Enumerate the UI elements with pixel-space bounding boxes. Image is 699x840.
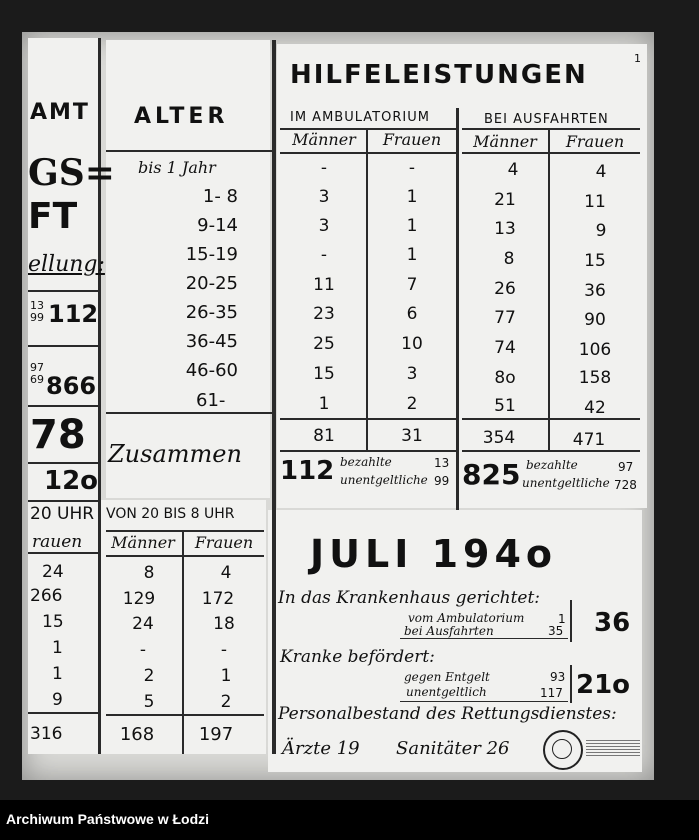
amb-f-cell: 1 [406, 187, 418, 207]
divider [98, 38, 101, 754]
col-header-frauen: Frauen [382, 130, 442, 149]
left-fragment-text: ellung: [28, 252, 105, 277]
divider [280, 418, 456, 420]
left-fragment-text: FT [28, 196, 78, 237]
left-fragment-cell: 24 [42, 562, 64, 582]
aus-m-cell: 21 [494, 190, 516, 210]
divider [28, 552, 98, 554]
aus-sum-m: 354 [482, 428, 516, 448]
personal-label: Personalbestand des Rettungsdienstes: [278, 704, 617, 724]
aus-f-cell: 36 [584, 281, 606, 301]
aus-f-cell: 11 [584, 192, 606, 212]
left-fragment-cell: 1 [52, 664, 63, 684]
night-m-cell: 8 [143, 563, 155, 583]
divider [400, 638, 568, 639]
night-m-cell: 2 [143, 666, 155, 686]
aerzte: Ärzte 19 [282, 738, 360, 759]
vom-label: vom Ambulatorium [408, 611, 525, 625]
aus-m-cell: 26 [494, 279, 516, 299]
amb-free-label: unentgeltliche [340, 473, 428, 487]
alter-row: 61- [196, 390, 226, 411]
divider [462, 152, 640, 154]
amb-m-cell: - [320, 158, 328, 178]
night-header: VON 20 BIS 8 UHR [106, 506, 235, 522]
night-col-frauen: Frauen [194, 533, 254, 552]
aus-f-cell: 4 [595, 162, 607, 182]
divider [462, 418, 640, 420]
krankenhaus-label: In das Krankenhaus gerichtet: [278, 588, 541, 608]
divider [462, 450, 640, 452]
amb-f-cell: 1 [406, 245, 418, 265]
alter-row: 36-45 [185, 331, 238, 352]
col-header-maenner: Männer [473, 132, 537, 151]
amb-f-cell: 2 [406, 394, 418, 414]
bei-label: bei Ausfahrten [404, 624, 494, 638]
aus-m-cell: 51 [494, 396, 516, 416]
hilfe-title: HILFELEISTUNGEN [290, 60, 588, 90]
divider [272, 40, 276, 754]
left-fragment-small: 97 69 [30, 361, 44, 386]
night-f-cell: 2 [220, 692, 232, 712]
left-fragment-sub: 12o [44, 466, 99, 496]
aus-m-cell: 8o [494, 368, 516, 388]
aus-sum-f: 471 [572, 430, 606, 450]
night-m-cell: 24 [132, 614, 154, 634]
amb-f-cell: 7 [406, 275, 418, 295]
aus-f-cell: 158 [578, 368, 612, 388]
bei-value: 35 [548, 624, 564, 638]
alter-row: 26-35 [185, 302, 238, 323]
divider [570, 600, 572, 642]
night-col-maenner: Männer [111, 533, 175, 552]
kranke-total: 21o [576, 670, 631, 700]
night-f-cell: - [220, 640, 228, 660]
aus-f-cell: 90 [584, 310, 606, 330]
left-fragment-cell: 9 [52, 690, 63, 710]
amb-m-cell: 3 [318, 216, 330, 236]
amb-m-cell: - [320, 245, 328, 265]
divider [400, 701, 568, 702]
amb-f-cell: 1 [406, 216, 418, 236]
left-fragment-col-header: rauen [32, 532, 83, 552]
amb-m-cell: 3 [318, 187, 330, 207]
archive-footer-text: Archiwum Państwowe w Łodzi [6, 811, 210, 827]
amb-sum-f: 31 [401, 426, 423, 446]
amb-total: 112 [280, 456, 335, 486]
left-fragment-text: AMT [30, 100, 90, 125]
stamp-side-print [586, 738, 640, 758]
divider [106, 714, 264, 716]
amb-m-cell: 1 [318, 394, 330, 414]
alter-row: 15-19 [185, 244, 238, 265]
aus-f-cell: 106 [578, 340, 612, 360]
night-m-cell: 129 [122, 589, 156, 609]
amb-f-cell: 10 [401, 334, 423, 354]
left-fragment-cell: 266 [30, 586, 63, 606]
amb-m-cell: 15 [313, 364, 335, 384]
left-fragment-cell: 1 [52, 638, 63, 658]
vom-value: 1 [558, 612, 566, 626]
divider [28, 500, 98, 502]
aus-paid-label: bezahlte [526, 458, 578, 472]
divider [28, 462, 98, 464]
left-fragment-time-header: 20 UHR [30, 504, 95, 524]
night-sum-m: 168 [119, 724, 155, 745]
divider [28, 290, 98, 292]
aus-free-value: 728 [614, 478, 637, 492]
col-header-frauen: Frauen [565, 132, 625, 151]
amb-m-cell: 23 [313, 304, 335, 324]
left-fragment-small: 13 99 [30, 299, 44, 324]
amb-paid-value: 13 [434, 456, 450, 470]
night-sum-f: 197 [198, 724, 234, 745]
divider [280, 450, 456, 452]
divider [106, 412, 272, 414]
divider [28, 712, 98, 714]
gegen-label: gegen Entgelt [404, 670, 490, 684]
aus-paid-value: 97 [618, 460, 634, 474]
divider [106, 555, 264, 557]
left-fragment-text: GS= [28, 152, 115, 194]
unent-label: unentgeltlich [406, 685, 487, 699]
divider [570, 665, 572, 703]
amb-free-value: 99 [434, 474, 450, 488]
alter-row: 9-14 [197, 215, 238, 236]
aus-m-cell: 77 [494, 308, 516, 328]
ausfahrten-label: BEI AUSFAHRTEN [484, 112, 609, 127]
divider [106, 150, 272, 152]
divider [28, 405, 98, 407]
night-f-cell: 1 [220, 666, 232, 686]
amb-m-cell: 25 [313, 334, 335, 354]
aus-m-cell: 13 [494, 219, 516, 239]
amb-paid-label: bezahlte [340, 455, 392, 469]
krankenhaus-total: 36 [594, 608, 631, 638]
unent-value: 117 [540, 686, 563, 700]
amb-m-cell: 11 [313, 275, 335, 295]
aus-f-cell: 42 [584, 398, 606, 418]
juli-title: JULI 194o [310, 532, 558, 576]
left-fragment-value: 112 [48, 300, 99, 328]
kranke-label: Kranke befördert: [280, 647, 435, 667]
left-fragment-big: 78 [30, 412, 86, 458]
stamp-inner-ring [552, 739, 572, 759]
aus-m-cell: 4 [507, 160, 519, 180]
left-fragment-cell: 15 [42, 612, 64, 632]
archive-footer [0, 800, 699, 840]
official-stamp [543, 730, 583, 770]
night-f-cell: 4 [220, 563, 232, 583]
aus-total: 825 [462, 458, 521, 491]
aus-m-cell: 8 [503, 249, 515, 269]
amb-f-cell: 3 [406, 364, 418, 384]
night-f-cell: 172 [201, 589, 235, 609]
alter-row: 1- 8 [202, 186, 238, 207]
divider [106, 530, 264, 532]
aus-free-label: unentgeltliche [522, 476, 610, 490]
sanitaeter: Sanitäter 26 [396, 738, 510, 759]
left-fragment-value: 866 [46, 372, 97, 400]
amb-f-cell: 6 [406, 304, 418, 324]
alter-row: bis 1 Jahr [138, 158, 216, 177]
aus-m-cell: 74 [494, 338, 516, 358]
aus-f-cell: 15 [584, 251, 606, 271]
zusammen-label: Zusammen [108, 440, 242, 468]
corner-mark: 1 [634, 52, 641, 65]
col-header-maenner: Männer [292, 130, 356, 149]
ambulatorium-label: IM AMBULATORIUM [290, 110, 430, 125]
alter-row: 20-25 [185, 273, 238, 294]
divider [28, 345, 98, 347]
gegen-value: 93 [550, 670, 566, 684]
divider [280, 152, 456, 154]
amb-f-cell: - [408, 158, 416, 178]
amb-sum-m: 81 [313, 426, 335, 446]
aus-f-cell: 9 [595, 221, 607, 241]
divider [456, 108, 459, 510]
alter-row: 46-60 [185, 360, 238, 381]
left-fragment-total: 316 [30, 724, 63, 744]
night-m-cell: 5 [143, 692, 155, 712]
night-m-cell: - [139, 640, 147, 660]
divider [462, 128, 640, 130]
alter-heading: ALTER [134, 104, 229, 129]
night-f-cell: 18 [213, 614, 235, 634]
